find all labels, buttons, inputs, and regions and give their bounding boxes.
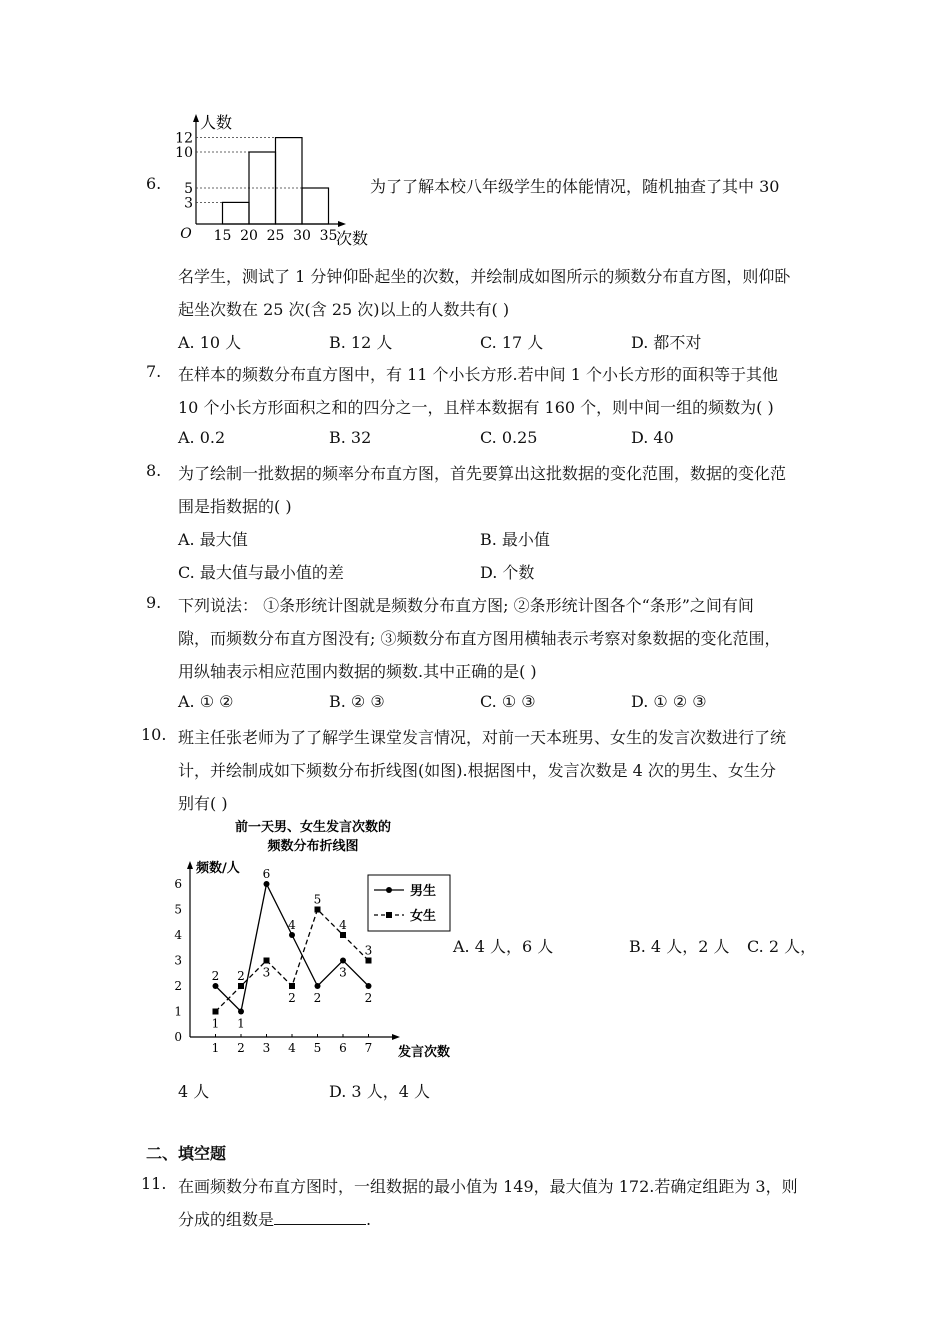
hist-y-tick-5: 5 — [184, 181, 193, 197]
q6-stem-line3: 起坐次数在 25 次(含 25 次)以上的人数共有( ) — [178, 300, 510, 319]
q11-line2-text: 分成的组数是 — [178, 1210, 275, 1229]
q8-number: 8. — [146, 461, 162, 480]
series-label-男生-4: 4 — [288, 918, 296, 932]
series-point-女生-2 — [238, 983, 244, 989]
line-x-tick-5: 5 — [313, 1041, 322, 1055]
series-label-男生-3: 6 — [262, 867, 271, 881]
q9-option-c[interactable]: C. ① ③ — [480, 692, 536, 711]
q6-number: 6. — [146, 174, 162, 193]
q7-option-d[interactable]: D. 40 — [631, 428, 674, 447]
q6-option-d[interactable]: D. 都不对 — [631, 333, 702, 352]
legend-marker-男生 — [386, 887, 392, 893]
hist-origin-label: O — [180, 226, 192, 242]
series-point-女生-7 — [366, 958, 372, 964]
series-label-男生-5: 2 — [313, 991, 322, 1005]
series-point-女生-1 — [213, 1009, 219, 1015]
q7-number: 7. — [146, 362, 162, 381]
q6-option-a[interactable]: A. 10 人 — [178, 333, 242, 352]
hist-y-tick-12: 12 — [175, 130, 193, 147]
q9-line2: 隙，而频数分布直方图没有; ③频数分布直方图用横轴表示考察对象数据的变化范围， — [178, 629, 781, 648]
series-point-男生-3 — [264, 881, 270, 887]
q10-line-chart — [168, 815, 458, 1070]
q10-option-b[interactable]: B. 4 人，2 人 — [629, 937, 730, 956]
q9-line1: 下列说法： ①条形统计图就是频数分布直方图; ②条形统计图各个“条形”之间有间 — [178, 596, 754, 615]
q10-option-c[interactable]: C. 2 人， — [747, 937, 817, 956]
series-label-女生-6: 4 — [339, 918, 347, 932]
hist-x-tick-15: 15 — [213, 228, 232, 244]
answer-blank[interactable] — [274, 1210, 366, 1225]
q6-stem-line2: 名学生，测试了 1 分钟仰卧起坐的次数，并绘制成如图所示的频数分布直方图，则仰卧 — [178, 267, 791, 286]
line-y-arrow — [187, 861, 193, 869]
hist-bar-25-30 — [276, 138, 303, 224]
line-x-tick-1: 1 — [211, 1041, 220, 1055]
line-y-tick-1: 1 — [174, 1004, 182, 1019]
line-y-tick-5: 5 — [174, 902, 182, 917]
series-label-女生-3: 3 — [262, 965, 271, 980]
q9-line3: 用纵轴表示相应范围内数据的频数.其中正确的是( ) — [178, 662, 537, 681]
q7-option-b[interactable]: B. 32 — [329, 428, 372, 447]
hist-x-tick-20: 20 — [240, 228, 258, 244]
line-y-tick-6: 6 — [174, 877, 182, 891]
series-point-男生-7 — [366, 983, 372, 989]
q8-option-d[interactable]: D. 个数 — [480, 563, 535, 582]
series-label-女生-4: 2 — [288, 991, 296, 1005]
series-point-男生-6 — [340, 958, 346, 964]
q6-stem-line1: 为了了解本校八年级学生的体能情况，随机抽查了其中 30 — [370, 177, 780, 196]
q11-line2 — [178, 1207, 371, 1230]
legend-label-女生: 女生 — [410, 909, 437, 924]
q8-option-c[interactable]: C. 最大值与最小值的差 — [178, 563, 344, 582]
line-y-tick-3: 3 — [174, 953, 182, 968]
hist-x-tick-30: 30 — [293, 228, 311, 244]
line-x-arrow — [392, 1034, 400, 1040]
series-label-女生-7: 3 — [364, 943, 373, 958]
line-y-tick-0: 0 — [174, 1030, 182, 1044]
series-point-女生-3 — [264, 958, 270, 964]
q11-number: 11. — [141, 1174, 167, 1193]
hist-bar-15-20 — [223, 202, 250, 224]
q10-line3: 别有( ) — [178, 794, 228, 813]
line-x-tick-7: 7 — [364, 1041, 373, 1055]
line-y-label: 频数/人 — [196, 861, 240, 876]
hist-x-tick-35: 35 — [319, 228, 338, 244]
q11-line2-end: . — [366, 1210, 372, 1229]
series-point-男生-5 — [315, 983, 321, 989]
q10-line1: 班主任张老师为了了解学生课堂发言情况，对前一天本班男、女生的发言次数进行了统 — [178, 728, 787, 747]
line-chart-title-line2: 频数分布折线图 — [267, 839, 359, 854]
hist-y-tick-10: 10 — [175, 145, 193, 161]
hist-x-arrow — [338, 221, 346, 227]
q6-histogram — [172, 110, 372, 250]
series-label-男生-6: 3 — [339, 965, 347, 980]
q7-line1: 在样本的频数分布直方图中，有 11 个小长方形.若中间 1 个小长方形的面积等于其他 — [178, 365, 778, 384]
q7-option-c[interactable]: C. 0.25 — [480, 428, 538, 447]
line-y-tick-4: 4 — [174, 928, 182, 942]
q10-option-d[interactable]: D. 3 人，4 人 — [329, 1082, 430, 1101]
legend-box — [368, 875, 450, 931]
q10-option-c-cont: 4 人 — [178, 1082, 210, 1101]
line-y-tick-2: 2 — [174, 979, 182, 993]
series-label-女生-2: 2 — [237, 969, 245, 983]
q11-line1: 在画频数分布直方图时，一组数据的最小值为 149，最大值为 172.若确定组距为 3，则 — [178, 1177, 798, 1196]
series-point-男生-1 — [213, 983, 219, 989]
q9-option-b[interactable]: B. ② ③ — [329, 692, 385, 711]
q8-option-a[interactable]: A. 最大值 — [178, 530, 248, 549]
hist-y-tick-3: 3 — [184, 195, 193, 212]
section-title: 二、填空题 — [146, 1144, 227, 1163]
q7-option-a[interactable]: A. 0.2 — [178, 428, 226, 447]
hist-x-label: 次数 — [335, 229, 369, 248]
series-point-男生-2 — [238, 1009, 244, 1015]
q8-line1: 为了绘制一批数据的频率分布直方图，首先要算出这批数据的变化范围，数据的变化范 — [178, 464, 787, 483]
q10-number: 10. — [141, 725, 167, 744]
line-x-tick-6: 6 — [339, 1041, 347, 1055]
legend-marker-女生 — [386, 912, 392, 918]
q9-number: 9. — [146, 593, 162, 612]
series-point-女生-4 — [289, 983, 295, 989]
line-chart-title: 前一天男、女生发言次数的 — [234, 820, 392, 835]
q6-option-c[interactable]: C. 17 人 — [480, 333, 544, 352]
q9-option-d[interactable]: D. ① ② ③ — [631, 692, 707, 711]
series-point-女生-5 — [315, 907, 321, 913]
line-x-tick-3: 3 — [262, 1041, 271, 1055]
q8-option-b[interactable]: B. 最小值 — [480, 530, 550, 549]
series-label-女生-1: 1 — [211, 1016, 220, 1031]
q10-option-a[interactable]: A. 4 人，6 人 — [453, 937, 554, 956]
series-label-男生-1: 2 — [211, 969, 220, 983]
series-point-女生-6 — [340, 932, 346, 938]
hist-y-label: 人数 — [200, 113, 233, 132]
series-label-男生-2: 1 — [237, 1016, 245, 1031]
series-label-女生-5: 5 — [313, 892, 322, 907]
legend-label-男生: 男生 — [410, 884, 437, 899]
q6-option-b[interactable]: B. 12 人 — [329, 333, 393, 352]
q7-line2: 10 个小长方形面积之和的四分之一，且样本数据有 160 个，则中间一组的频数为( ) — [178, 398, 774, 417]
q8-line2: 围是指数据的( ) — [178, 497, 292, 516]
hist-y-arrow — [193, 114, 199, 122]
series-point-男生-4 — [289, 932, 295, 938]
q10-line2: 计，并绘制成如下频数分布折线图(如图).根据图中，发言次数是 4 次的男生、女生分 — [178, 761, 776, 780]
series-label-男生-7: 2 — [364, 991, 373, 1005]
line-x-tick-4: 4 — [288, 1041, 296, 1055]
line-x-label: 发言次数 — [397, 1045, 451, 1060]
hist-x-tick-25: 25 — [266, 228, 285, 244]
line-x-tick-2: 2 — [237, 1041, 245, 1055]
hist-bar-30-35 — [302, 188, 329, 224]
q9-option-a[interactable]: A. ① ② — [178, 692, 234, 711]
